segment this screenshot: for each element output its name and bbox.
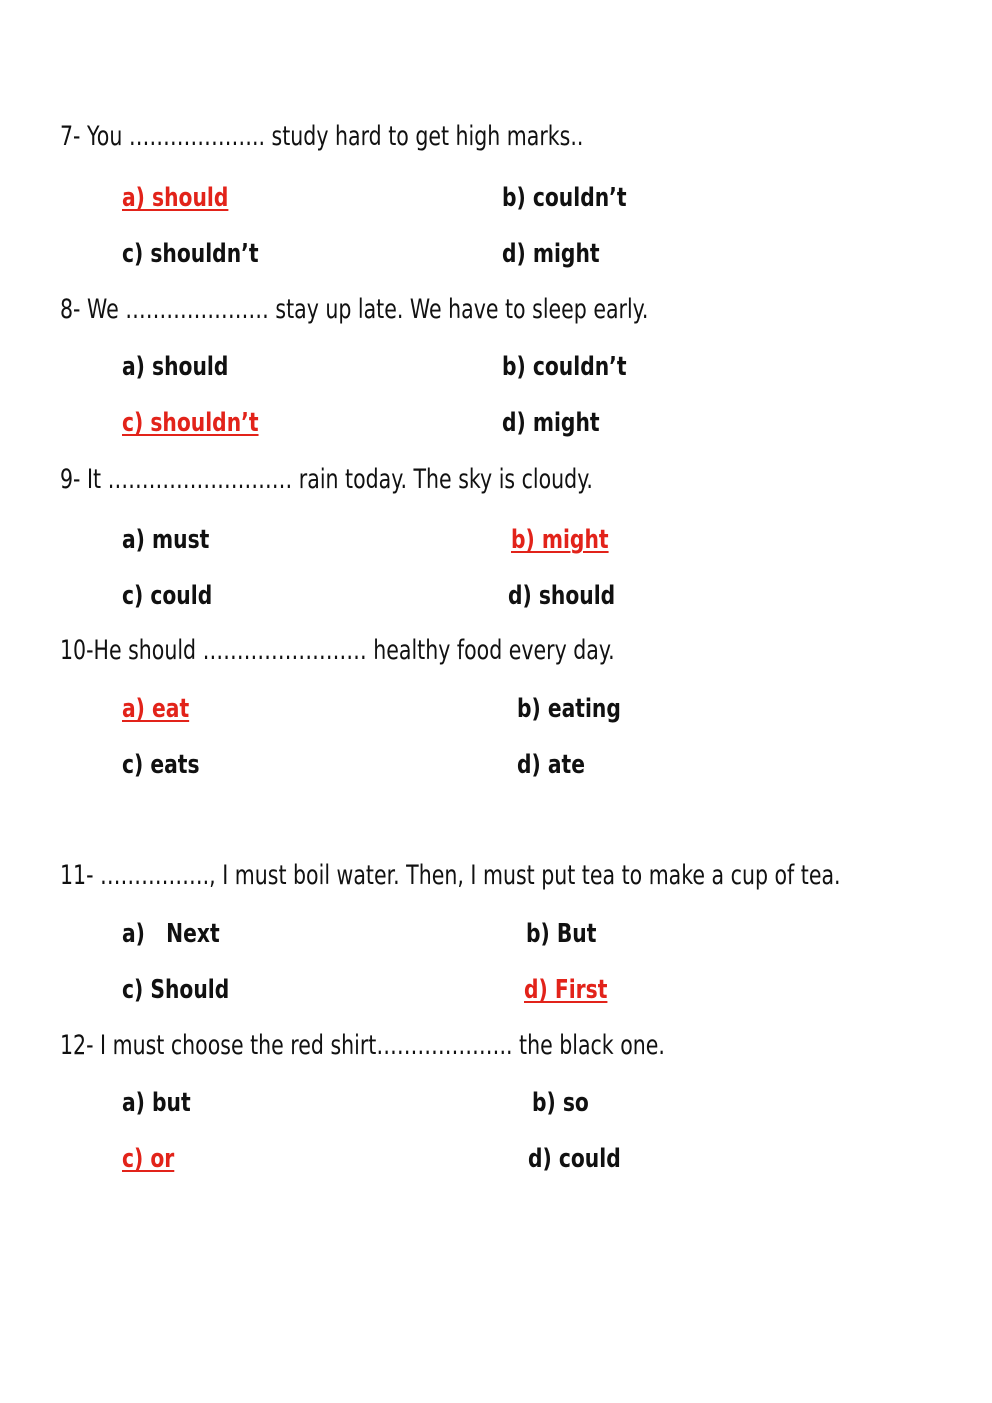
q10-option-c: c) eats	[122, 750, 200, 780]
q9-option-c: c) could	[122, 581, 213, 611]
q12-option-d: d) could	[528, 1144, 621, 1174]
q11-option-c: c) Should	[122, 975, 230, 1005]
q11-option-a: a) Next	[122, 919, 220, 949]
q11-option-b: b) But	[526, 919, 597, 949]
question-7: 7- You ……………….. study hard to get high marks..	[60, 121, 584, 152]
question-11: 11- ……………., I must boil water. Then, I must put tea to make a cup of tea.	[60, 860, 841, 891]
q10-option-b: b) eating	[517, 694, 621, 724]
q10-option-a-correct: a) eat	[122, 694, 190, 724]
q7-option-c: c) shouldn’t	[122, 239, 259, 269]
q12-option-a: a) but	[122, 1088, 191, 1118]
q8-option-d: d) might	[502, 408, 600, 438]
q7-option-b: b) couldn’t	[502, 183, 627, 213]
q9-option-a: a) must	[122, 525, 210, 555]
question-10: 10-He should …………………… healthy food every day.	[60, 635, 615, 666]
q12-option-c-correct: c) or	[122, 1144, 175, 1174]
q8-option-a: a) should	[122, 352, 229, 382]
question-9: 9- It ……………………… rain today. The sky is cloudy.	[60, 464, 593, 495]
q8-option-c-correct: c) shouldn’t	[122, 408, 259, 438]
q10-option-d: d) ate	[517, 750, 585, 780]
q12-option-b: b) so	[532, 1088, 589, 1118]
q7-option-a-correct: a) should	[122, 183, 229, 213]
question-8: 8- We ………………… stay up late. We have to sleep early.	[60, 294, 649, 325]
question-12: 12- I must choose the red shirt……………….. the black one.	[60, 1030, 665, 1061]
q7-option-d: d) might	[502, 239, 600, 269]
q9-option-d: d) should	[508, 581, 616, 611]
q11-option-d-correct: d) First	[524, 975, 608, 1005]
q8-option-b: b) couldn’t	[502, 352, 627, 382]
q9-option-b-correct: b) might	[511, 525, 609, 555]
